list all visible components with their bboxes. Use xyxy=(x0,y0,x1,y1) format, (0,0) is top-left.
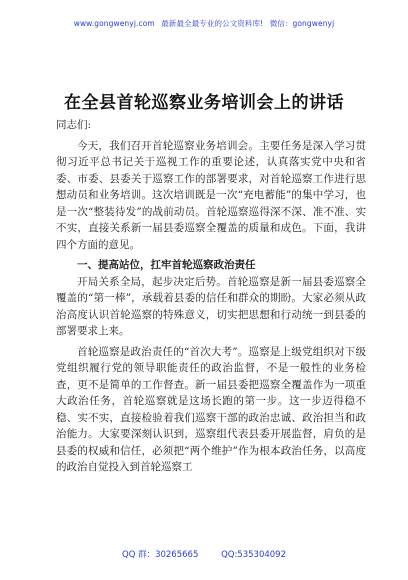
document-title: 在全县首轮巡察业务培训会上的讲话 xyxy=(64,93,344,113)
site-header xyxy=(0,18,408,29)
document-body xyxy=(56,117,366,476)
qq-number: QQ:535304092 xyxy=(221,550,286,560)
qq-group: QQ 群：30265665 xyxy=(122,550,199,560)
paragraph-1: 开局关系全局，起步决定后势。首轮巡察是新一届县委巡察全覆盖的“第一棒”，承载着县委的信任和群众的期盼。大家必须从政治高度认识首轮巡察的特殊意义，切实把思想和行动统一到县委的部署要求上来。 xyxy=(56,275,366,337)
wechat-id: 微信：gongwenyj xyxy=(269,19,335,28)
paragraph-intro: 今天，我们召开首轮巡察业务培训会。主要任务是深入学习贯彻习近平总书记关于巡视工作的重要论述，认真落实党中央和省委、市委、县委关于巡察工作的部署要求，对首轮巡察工作进行思想动员和业务培训。这次培训既是一次“充电蓄能”的集中学习，也是一次“整装待发”的战前动员。首轮巡察巡得深不深、准不准、实不实，直接关系新一届县委巡察全覆盖的质量和成色。下面，我讲四个方面的意见。 xyxy=(56,139,366,251)
site-footer xyxy=(0,548,408,560)
section-heading-1: 一、提高站位，扛牢首轮巡察政治责任 xyxy=(77,259,256,271)
paragraph-2: 首轮巡察是政治责任的“首次大考”。巡察是上级党组织对下级党组织履行党的领导职能责任的政治监督，不是一般性的业务检查，更不是简单的工作督查。新一届县委把巡察全覆盖作为一项重大政治任务，首轮巡察就是这场长跑的第一步。这一步迈得稳不稳、实不实，直接检验着我们巡察干部的政治忠诚、政治担当和政治能力。大家要深刻认识到，巡察组代表县委开展监督，肩负的是县委的权威和信任，必须把“两个维护”作为根本政治任务，以高度的政治自觉投入到首轮巡察工 xyxy=(56,345,366,473)
salutation: 同志们: xyxy=(56,119,92,131)
site-slogan: 最新最全最专业的公文资料库! xyxy=(161,19,264,28)
site-url-link[interactable]: www.gongwenyj.com xyxy=(73,19,155,28)
